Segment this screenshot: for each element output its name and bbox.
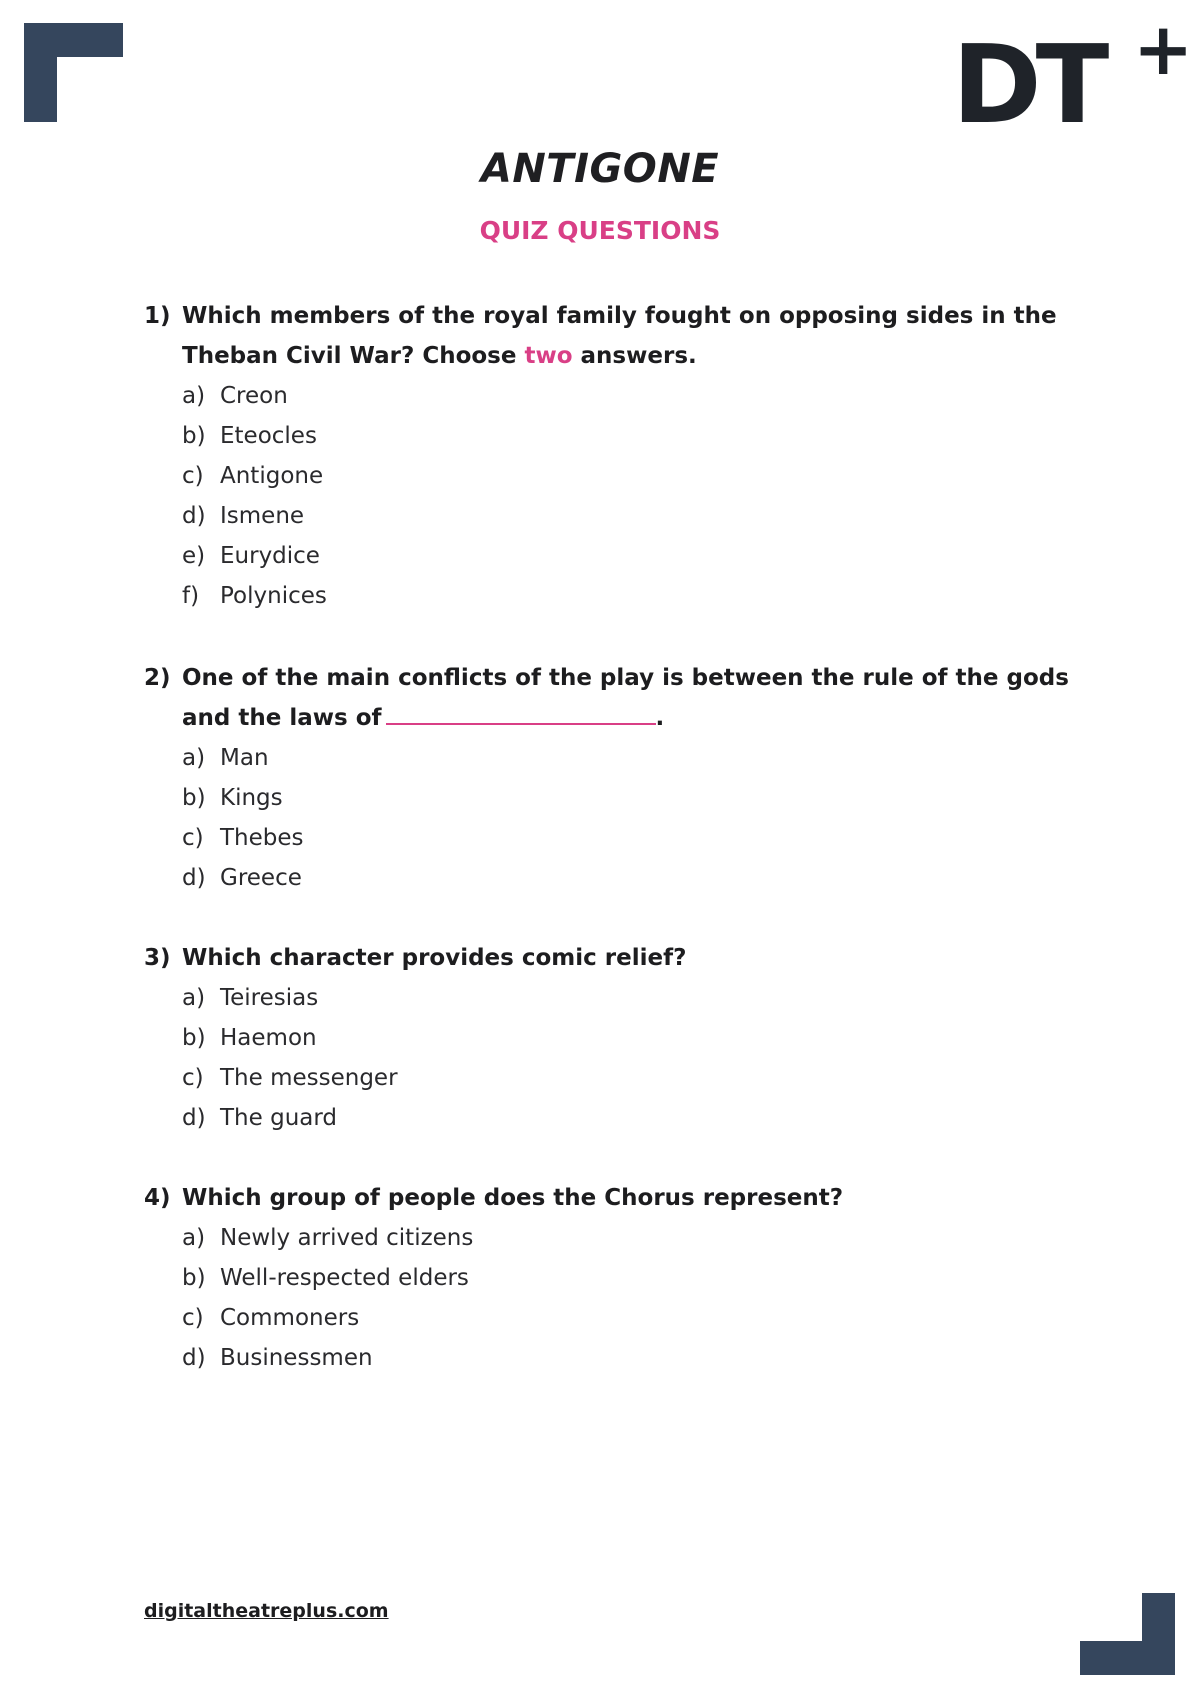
option-label: Greece xyxy=(220,865,302,891)
option-letter: b) xyxy=(182,423,206,449)
option-item[interactable] xyxy=(182,536,1084,576)
option-item[interactable] xyxy=(182,978,1084,1018)
option-label: Teiresias xyxy=(220,985,319,1011)
question-text-part: Which members of the royal family fought on opposing sides in the Theban Civil War? Choose xyxy=(182,303,1057,369)
option-item[interactable] xyxy=(182,1298,1084,1338)
answer-options xyxy=(144,978,1084,1138)
option-label: Ismene xyxy=(220,503,305,529)
option-letter: c) xyxy=(182,463,204,489)
option-label: Man xyxy=(220,745,269,771)
option-letter: b) xyxy=(182,1025,206,1051)
question-4 xyxy=(144,1178,1084,1378)
option-letter: c) xyxy=(182,1065,204,1091)
option-letter: e) xyxy=(182,543,206,569)
dt-plus-logo xyxy=(952,7,1194,148)
question-number: 1) xyxy=(144,303,171,329)
website-link[interactable]: digitaltheatreplus.com xyxy=(144,1600,389,1622)
option-letter: a) xyxy=(182,383,206,409)
option-letter: d) xyxy=(182,503,206,529)
question-3 xyxy=(144,938,1084,1138)
question-text-part: Which group of people does the Chorus represent? xyxy=(182,1185,844,1211)
corner-frame-bottom-right-vertical xyxy=(1142,1593,1175,1675)
question-text xyxy=(144,938,1084,978)
page-subtitle: QUIZ QUESTIONS xyxy=(479,216,721,245)
question-text-part: Which character provides comic relief? xyxy=(182,945,687,971)
option-label: The guard xyxy=(220,1105,338,1131)
option-item[interactable] xyxy=(182,818,1084,858)
option-label: Commoners xyxy=(220,1305,360,1331)
option-label: Antigone xyxy=(220,463,324,489)
answer-options xyxy=(144,376,1084,616)
fill-in-blank[interactable] xyxy=(386,701,656,725)
option-item[interactable] xyxy=(182,376,1084,416)
option-label: Haemon xyxy=(220,1025,317,1051)
question-text xyxy=(144,296,1084,376)
option-item[interactable] xyxy=(182,1258,1084,1298)
option-item[interactable] xyxy=(182,1098,1084,1138)
question-text-part: answers. xyxy=(572,343,697,369)
option-item[interactable] xyxy=(182,738,1084,778)
option-item[interactable] xyxy=(182,416,1084,456)
option-label: Thebes xyxy=(220,825,304,851)
option-letter: f) xyxy=(182,583,200,609)
option-label: Well-respected elders xyxy=(220,1265,469,1291)
question-text-part: One of the main conflicts of the play is between the rule of the gods and the laws of xyxy=(182,665,1069,731)
option-letter: d) xyxy=(182,1105,206,1131)
option-item[interactable] xyxy=(182,778,1084,818)
option-letter: b) xyxy=(182,1265,206,1291)
option-item[interactable] xyxy=(182,496,1084,536)
option-item[interactable] xyxy=(182,1058,1084,1098)
option-letter: d) xyxy=(182,1345,206,1371)
question-1 xyxy=(144,296,1084,616)
page-title: ANTIGONE xyxy=(480,146,720,192)
logo-letters: DT xyxy=(952,23,1104,148)
option-letter: a) xyxy=(182,745,206,771)
logo-plus-icon: + xyxy=(1133,7,1194,91)
option-item[interactable] xyxy=(182,1218,1084,1258)
question-text-part: . xyxy=(655,705,665,731)
option-letter: a) xyxy=(182,985,206,1011)
question-number: 3) xyxy=(144,945,171,971)
answer-options xyxy=(144,738,1084,898)
question-text xyxy=(144,658,1084,738)
option-letter: c) xyxy=(182,1305,204,1331)
option-label: Polynices xyxy=(220,583,327,609)
option-label: Newly arrived citizens xyxy=(220,1225,474,1251)
option-label: Eteocles xyxy=(220,423,317,449)
option-letter: d) xyxy=(182,865,206,891)
option-item[interactable] xyxy=(182,576,1084,616)
option-letter: c) xyxy=(182,825,204,851)
question-2 xyxy=(144,658,1084,898)
option-label: Eurydice xyxy=(220,543,320,569)
option-letter: a) xyxy=(182,1225,206,1251)
answer-options xyxy=(144,1218,1084,1378)
option-item[interactable] xyxy=(182,1338,1084,1378)
option-item[interactable] xyxy=(182,456,1084,496)
option-label: The messenger xyxy=(220,1065,398,1091)
option-label: Kings xyxy=(220,785,283,811)
question-text xyxy=(144,1178,1084,1218)
option-item[interactable] xyxy=(182,858,1084,898)
option-letter: b) xyxy=(182,785,206,811)
question-number: 4) xyxy=(144,1185,171,1211)
question-emphasis: two xyxy=(524,343,573,369)
option-label: Creon xyxy=(220,383,288,409)
option-label: Businessmen xyxy=(220,1345,373,1371)
question-number: 2) xyxy=(144,665,171,691)
corner-frame-top-left-vertical xyxy=(24,23,57,122)
option-item[interactable] xyxy=(182,1018,1084,1058)
